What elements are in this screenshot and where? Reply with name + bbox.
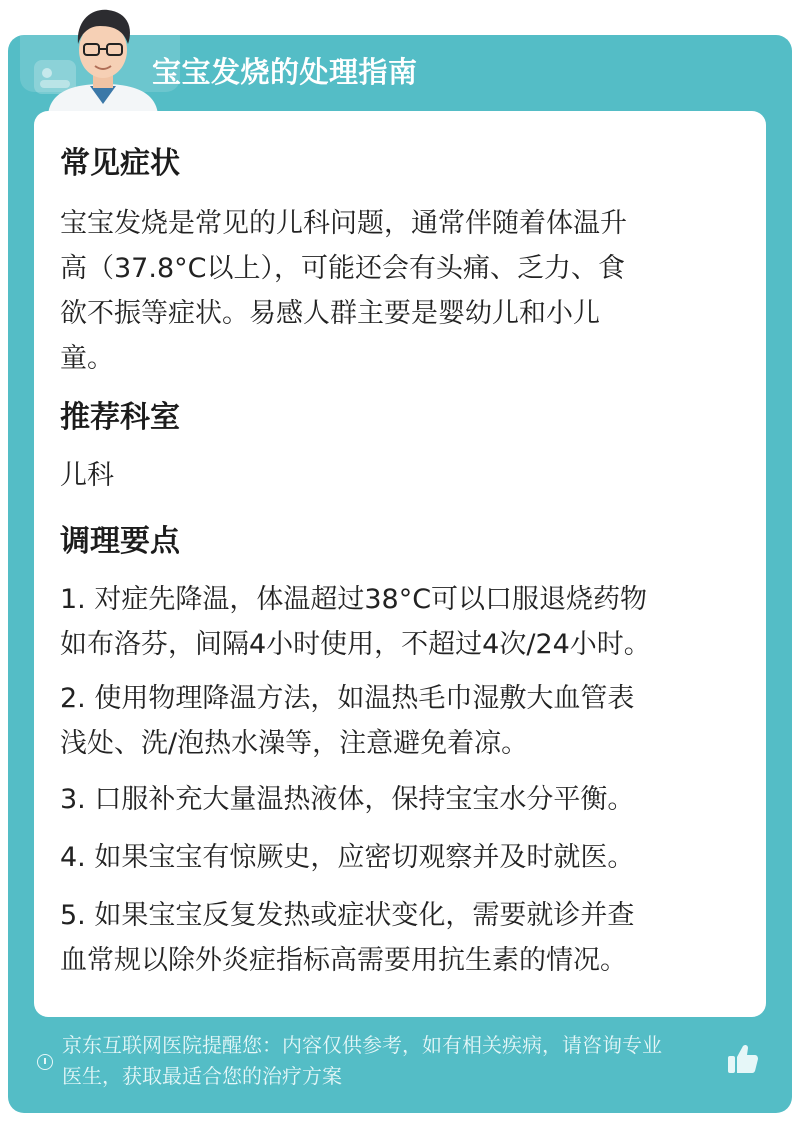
text-line: 血常规以除外炎症指标高需要用抗生素的情况。 xyxy=(60,945,627,976)
page-title: 宝宝发烧的处理指南 xyxy=(152,55,418,89)
list-item xyxy=(60,577,740,667)
text-line: 5. 如果宝宝反复发热或症状变化，需要就诊并查 xyxy=(60,900,635,931)
text-line: 宝宝发烧是常见的儿科问题，通常伴随着体温升 xyxy=(60,208,627,239)
section-heading-care: 调理要点 xyxy=(60,524,180,559)
text-line: 4. 如果宝宝有惊厥史，应密切观察并及时就医。 xyxy=(60,842,635,873)
info-icon xyxy=(37,1054,53,1070)
text-line: 3. 口服补充大量温热液体，保持宝宝水分平衡。 xyxy=(60,784,635,815)
text-line: 如布洛芬，间隔4小时使用，不超过4次/24小时。 xyxy=(60,629,651,660)
text-line: 欲不振等症状。易感人群主要是婴幼儿和小儿 xyxy=(60,298,600,329)
list-item xyxy=(60,676,740,766)
text-line: 1. 对症先降温，体温超过38°C可以口服退烧药物 xyxy=(60,584,648,615)
text-line: 浅处、洗/泡热水澡等，注意避免着凉。 xyxy=(60,728,529,759)
doctor-avatar xyxy=(38,0,168,115)
disclaimer xyxy=(62,1030,726,1092)
content-card xyxy=(34,111,766,1017)
list-item xyxy=(60,777,740,822)
text-line: 2. 使用物理降温方法，如温热毛巾湿敷大血管表 xyxy=(60,683,635,714)
disclaimer-line: 京东互联网医院提醒您：内容仅供参考，如有相关疾病，请咨询专业 xyxy=(62,1033,662,1057)
symptoms-paragraph xyxy=(60,201,740,381)
disclaimer-line: 医生，获取最适合您的治疗方案 xyxy=(62,1064,342,1088)
text-line: 童。 xyxy=(60,343,114,374)
thumbs-up-icon[interactable] xyxy=(726,1042,760,1076)
text-line: 高（37.8°C以上），可能还会有头痛、乏力、食 xyxy=(60,253,625,284)
department-value: 儿科 xyxy=(60,460,114,491)
list-item xyxy=(60,835,740,880)
section-heading-department: 推荐科室 xyxy=(60,400,180,435)
list-item xyxy=(60,893,740,983)
section-heading-symptoms: 常见症状 xyxy=(60,146,180,181)
